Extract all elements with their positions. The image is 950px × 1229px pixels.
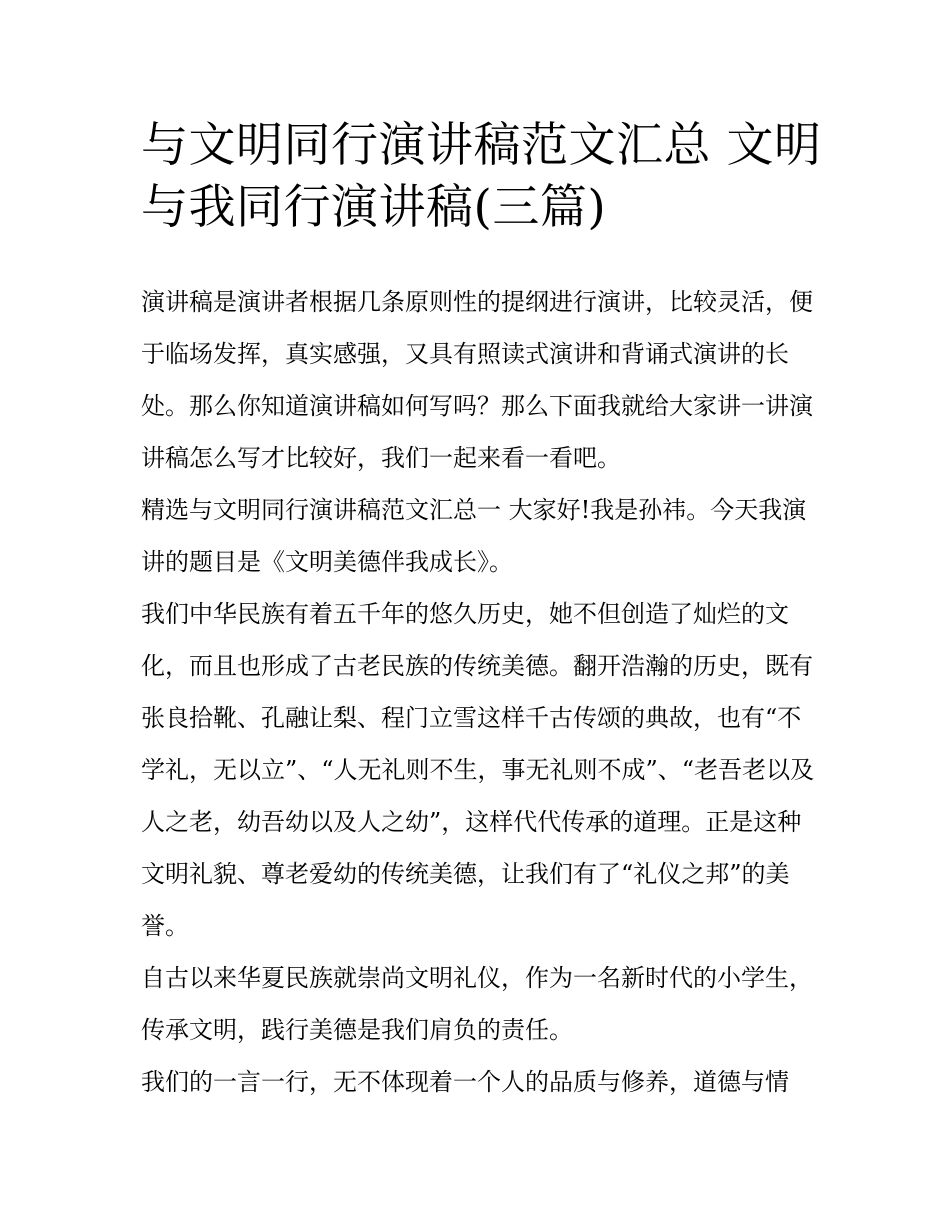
document-title: 与文明同行演讲稿范文汇总 文明与我同行演讲稿(三篇) — [141, 118, 822, 235]
paragraph-responsibility: 自古以来华夏民族就崇尚文明礼仪，作为一名新时代的小学生，传承文明，践行美德是我们肩负的责任。 — [141, 964, 813, 1044]
document-body — [141, 276, 821, 1108]
paragraph-intro: 演讲稿是演讲者根据几条原则性的提纲进行演讲，比较灵活，便于临场发挥，真实感强，又具有照读式演讲和背诵式演讲的长处。那么你知道演讲稿如何写吗？那么下面我就给大家讲一讲演讲稿怎么写才比较好，我们一起来看一看吧。 — [141, 288, 813, 472]
paragraph-speech-opening: 精选与文明同行演讲稿范文汇总一 大家好!我是孙祎。今天我演讲的题目是《文明美德伴我成长》。 — [141, 496, 807, 576]
paragraph-history: 我们中华民族有着五千年的悠久历史，她不但创造了灿烂的文化，而且也形成了古老民族的传统美德。翻开浩瀚的历史，既有张良拾靴、孔融让梨、程门立雪这样千古传颂的典故，也有“不学礼，无以立”、“人无礼则不生，事无礼则不成”、“老吾老以及人之老，幼吾幼以及人之幼”，这样代代传承的道理。正是这种文明礼貌、尊老爱幼的传统美德，让我们有了“礼仪之邦”的美誉。 — [141, 600, 815, 940]
paragraph-conduct: 我们的一言一行，无不体现着一个人的品质与修养，道德与情 — [141, 1068, 789, 1096]
